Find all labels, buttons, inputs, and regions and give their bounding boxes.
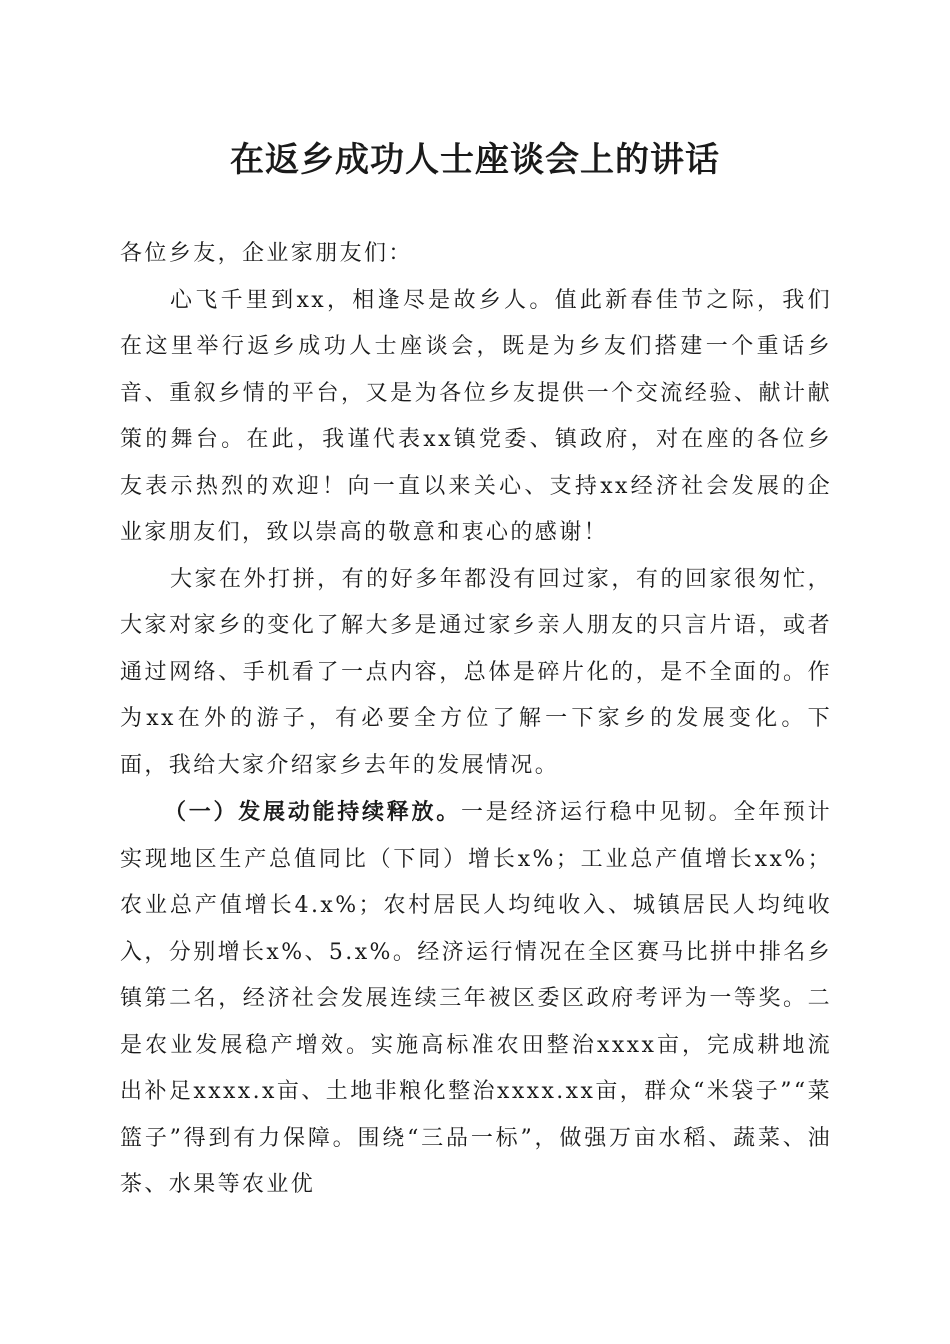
paragraph-introduction: 大家在外打拼，有的好多年都没有回过家，有的回家很匆忙，大家对家乡的变化了解大多是通过家乡亲人朋友的只言片语，或者通过网络、手机看了一点内容，总体是碎片化的，是不全面的。作为xx在外的游子，有必要全方位了解一下家乡的发展变化。下面，我给大家介绍家乡去年的发展情况。 [120, 566, 832, 778]
section-text: 一是经济运行稳中见韧。全年预计实现地区生产总值同比（下同）增长x%；工业总产值增长xx%；农业总产值增长4.x%；农村居民人均纯收入、城镇居民人均纯收入，分别增长x%、5.x%。经济运行情况在全区赛马比拼中排名乡镇第二名，经济社会发展连续三年被区委区政府考评为一等奖。二是农业发展稳产增效。实施高标准农田整治xxxx亩，完成耕地流出补足xxxx.x亩、土地非粮化整治xxxx.xx亩，群众“米袋子”“菜篮子”得到有力保障。围绕“三品一标”，做强万亩水稻、蔬菜、油茶、水果等农业优 [120, 800, 833, 1197]
paragraph-welcome: 心飞千里到xx，相逢尽是故乡人。值此新春佳节之际，我们在这里举行返乡成功人士座谈会，既是为乡友们搭建一个重话乡音、重叙乡情的平台，又是为各位乡友提供一个交流经验、献计献策的舞台。在此，我谨代表xx镇党委、镇政府，对在座的各位乡友表示热烈的欢迎！向一直以来关心、支持xx经济社会发展的企业家朋友们，致以崇高的敬意和衷心的感谢！ [120, 287, 832, 545]
document-body [120, 231, 832, 1209]
document-title: 在返乡成功人士座谈会上的讲话 [230, 140, 720, 180]
section-heading: （一）发展动能持续释放。 [164, 799, 462, 825]
paragraph-section-1 [120, 789, 832, 1209]
salutation: 各位乡友，企业家朋友们： [120, 241, 413, 266]
